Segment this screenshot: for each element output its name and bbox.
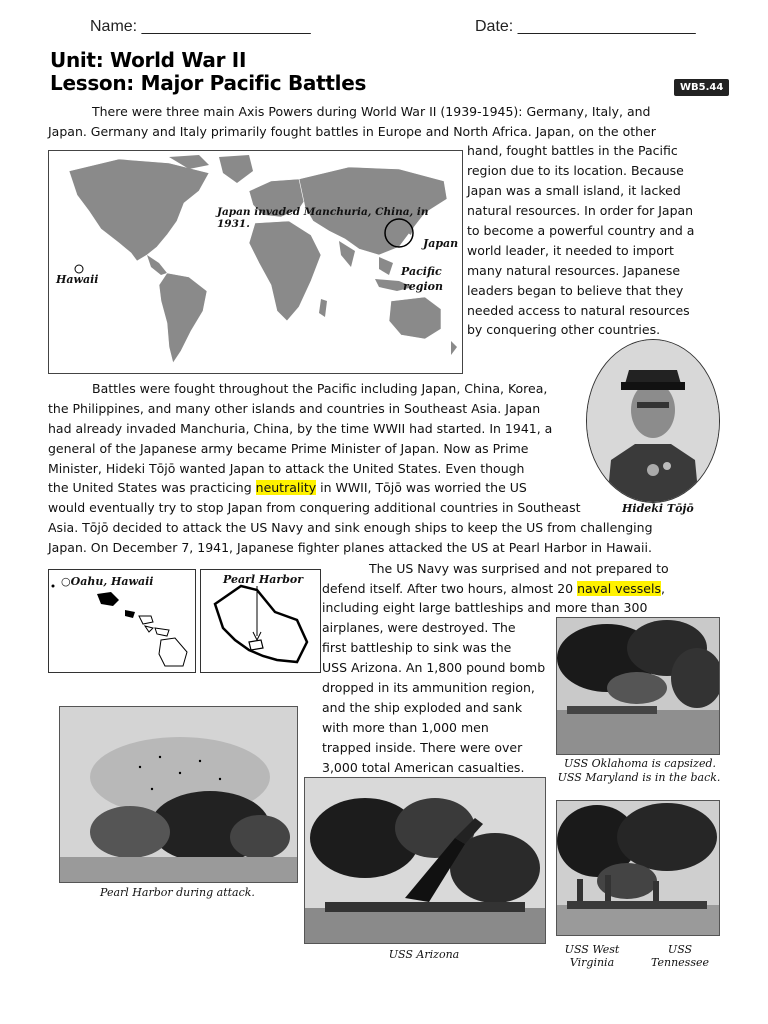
attack-photo-drawing (60, 707, 297, 882)
para3-line: trapped inside. There were over (322, 740, 523, 755)
para2-line: Japan. On December 7, 1941, Japanese fighter planes attacked the US at Pearl Harbor in Hawaii. (48, 540, 652, 555)
tennessee-caption-line2: Tennessee (651, 956, 709, 969)
tojo-caption: Hideki Tōjō (622, 502, 694, 515)
tennessee-caption-line1: USS (667, 943, 693, 956)
para1-line: Japan was a small island, it lacked (467, 183, 681, 198)
uss-arizona-caption: USS Arizona (388, 948, 460, 961)
para2-line: had already invaded Manchuria, China, by the time WWII had started. In 1941, a (48, 421, 553, 436)
para3-line: with more than 1,000 men (322, 720, 489, 735)
map-label-hawaii: Hawaii (56, 273, 99, 286)
para3-line2-pre: defend itself. After two hours, almost 20 (322, 581, 578, 596)
para2-line: general of the Japanese army became Prime Minister of Japan. Now as Prime (48, 441, 529, 456)
world-map (48, 150, 463, 374)
para3-line: 3,000 total American casualties. (322, 760, 525, 775)
oklahoma-photo-drawing (557, 618, 719, 754)
para3-line: and the ship exploded and sank (322, 700, 523, 715)
uss-oklahoma-photo (556, 617, 720, 755)
worksheet-code-badge: WB5.44 (674, 79, 729, 96)
pearl-harbor-map (200, 569, 321, 673)
world-map-drawing (49, 151, 462, 373)
map-label-pacific: Pacific (401, 265, 442, 278)
oklahoma-caption-line2: USS Maryland is in the back. (557, 771, 721, 784)
uss-west-virginia-tennessee-photo (556, 800, 720, 936)
para1-line: Japan. Germany and Italy primarily fought battles in Europe and North Africa. Japan, on the other (48, 124, 656, 139)
para3-line2-post: , (660, 581, 665, 596)
vocab-naval-vessels: naval vessels (577, 581, 661, 596)
para1-line: region due to its location. Because (467, 163, 684, 178)
para3-line: dropped in its ammunition region, (322, 680, 535, 695)
para1-line: to become a powerful country and a (467, 223, 695, 238)
map-label-japan: Japan (423, 237, 459, 250)
para2-line: Battles were fought throughout the Pacific including Japan, China, Korea, (92, 381, 548, 396)
para1-line: many natural resources. Japanese (467, 263, 681, 278)
para3-line-naval (322, 579, 665, 599)
lesson-title: Lesson: Major Pacific Battles (50, 71, 367, 95)
para3-line: The US Navy was surprised and not prepared to (369, 561, 669, 576)
map-label-region: region (403, 280, 443, 293)
location-icon: ○ (61, 575, 71, 588)
date-field-label: Date: ____________________ (475, 18, 696, 35)
para3-line: first battleship to sink was the (322, 640, 512, 655)
tojo-portrait-drawing (587, 340, 719, 502)
para1-line: There were three main Axis Powers during World War II (1939-1945): Germany, Italy, and (92, 104, 651, 119)
arizona-photo-drawing (305, 778, 545, 943)
oahu-map (48, 569, 196, 673)
para2-line: Asia. Tōjō decided to attack the US Navy and sink enough ships to keep the US from challenging (48, 520, 653, 535)
para1-line: world leader, it needed to import (467, 243, 674, 258)
para2-line: would eventually try to stop Japan from conquering additional countries in Southeast (48, 500, 581, 515)
oahu-label: ○Oahu, Hawaii (61, 575, 154, 588)
west-virginia-caption-line1: USS West (564, 943, 620, 956)
para1-line: leaders began to believe that they (467, 283, 684, 298)
map-label-manchuria: Japan invaded Manchuria, China, in 1931. (217, 206, 429, 230)
para1-line: natural resources. In order for Japan (467, 203, 694, 218)
uss-arizona-photo (304, 777, 546, 944)
name-field-label: Name: ___________________ (90, 18, 311, 35)
para2-line: the Philippines, and many other islands and countries in Southeast Asia. Japan (48, 401, 541, 416)
pearl-harbor-attack-caption: Pearl Harbor during attack. (100, 886, 255, 899)
para2-line-neutrality (48, 478, 527, 498)
pearl-harbor-label: Pearl Harbor (223, 573, 304, 586)
para2-line: Minister, Hideki Tōjō wanted Japan to attack the United States. Even though (48, 461, 525, 476)
para2-line6-post: in WWII, Tōjō was worried the US (316, 480, 527, 495)
para1-line: by conquering other countries. (467, 322, 661, 337)
west-virginia-caption-line2: Virginia (569, 956, 615, 969)
para1-line: hand, fought battles in the Pacific (467, 143, 678, 158)
pearl-harbor-attack-photo (59, 706, 298, 883)
para3-line: including eight large battleships and more than 300 (322, 600, 648, 615)
tojo-portrait (586, 339, 720, 503)
vocab-neutrality: neutrality (255, 480, 317, 495)
para2-line6-pre: the United States was practicing (48, 480, 256, 495)
oklahoma-caption-line1: USS Oklahoma is capsized. (563, 757, 717, 770)
para3-line: USS Arizona. An 1,800 pound bomb (322, 660, 546, 675)
para1-line: needed access to natural resources (467, 303, 690, 318)
unit-title: Unit: World War II (50, 48, 247, 72)
para3-line: airplanes, were destroyed. The (322, 620, 516, 635)
wv-tn-photo-drawing (557, 801, 719, 935)
